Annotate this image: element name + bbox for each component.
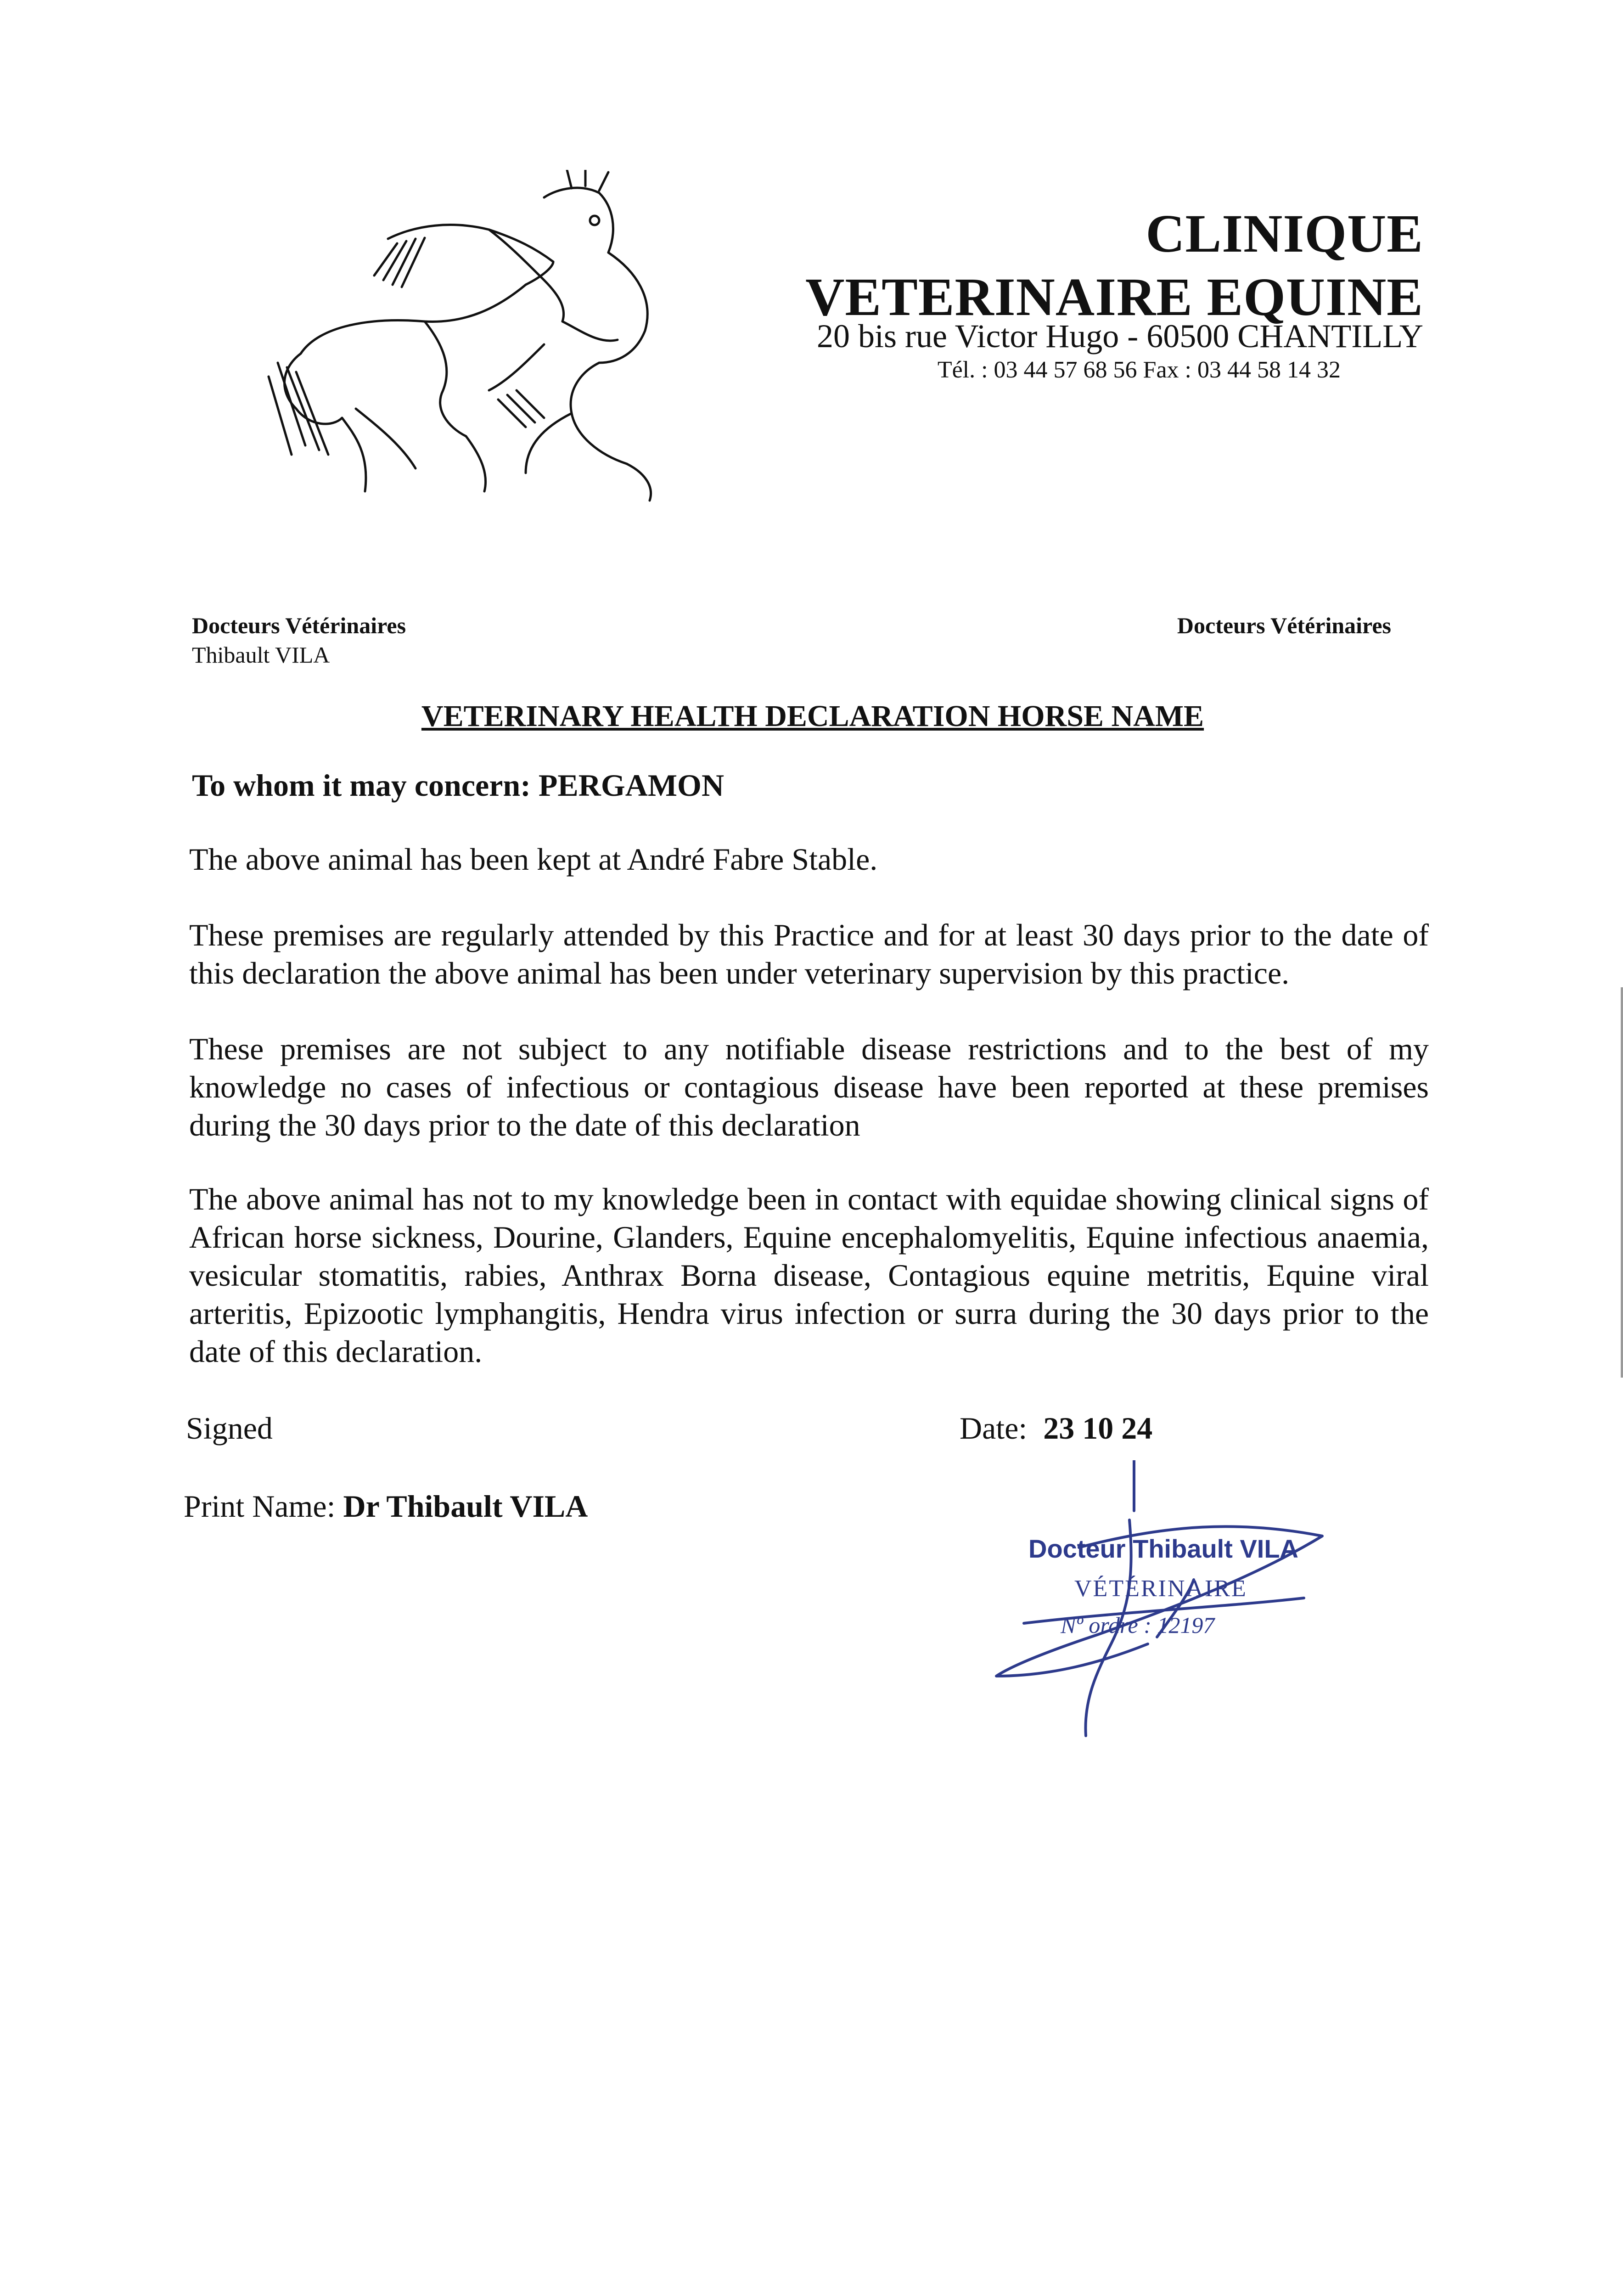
signed-label: Signed	[186, 1411, 273, 1446]
print-name-line	[184, 1488, 588, 1525]
document-title: VETERINARY HEALTH DECLARATION HORSE NAME	[421, 699, 1204, 733]
date-line	[960, 1410, 1152, 1446]
paragraph-restrictions: These premises are not subject to any notifiable disease restrictions and to the best of my knowledge no cases of infectious or contagious disease have been reported at these premises during the 30 days prior to the date of this declaration	[189, 1031, 1429, 1142]
doctors-left-label: Docteurs Vétérinaires	[192, 613, 406, 638]
stamp-line-title: VÉTÉRINAIRE	[1074, 1576, 1247, 1602]
doctor-name: Thibault VILA	[192, 642, 330, 668]
concern-label: To whom it may concern:	[192, 768, 531, 803]
vet-stamp-signature	[983, 1460, 1396, 1754]
clinic-name: CLINIQUE VETERINAIRE EQUINE	[805, 203, 1423, 327]
signature-scribble-icon	[983, 1460, 1396, 1754]
scan-edge-line	[1621, 987, 1623, 1378]
clinic-address: 20 bis rue Victor Hugo - 60500 CHANTILLY	[817, 318, 1423, 355]
stamp-line-order: Nº ordre : 12197	[1061, 1612, 1215, 1638]
date-label: Date:	[960, 1411, 1028, 1446]
clinic-contact: Tél. : 03 44 57 68 56 Fax : 03 44 58 14 32	[937, 357, 1341, 383]
doctors-right-label: Docteurs Vétérinaires	[1177, 613, 1391, 638]
paragraph-supervision: These premises are regularly attended by this Practice and for at least 30 days prior to the date of this declaration the above animal has been under veterinary supervision by this practice.	[189, 917, 1429, 990]
paragraph-diseases: The above animal has not to my knowledge been in contact with equidae showing clinical signs of African horse sickness, Dourine, Glanders, Equine encephalomyelitis, Equine infectious anaemia, vesicular stomatitis, rabies, Anthrax Borna disease, Contagious equine metritis, Equine viral arteritis, Epizootic lymphangitis, Hendra virus infection or surra during the 30 days prior to the date of this declaration.	[189, 1182, 1429, 1369]
concern-line	[192, 767, 724, 804]
paragraph-stable: The above animal has been kept at André Fabre Stable.	[189, 842, 878, 877]
doctors-left-block	[192, 611, 406, 670]
print-name-label: Print Name:	[184, 1489, 336, 1524]
print-name-value: Dr Thibault VILA	[343, 1489, 588, 1524]
date-value: 23 10 24	[1043, 1411, 1153, 1446]
stamp-line-doctor: Docteur Thibault VILA	[1028, 1534, 1298, 1563]
horse-name: PERGAMON	[538, 768, 724, 803]
horses-sketch-icon	[250, 170, 705, 510]
